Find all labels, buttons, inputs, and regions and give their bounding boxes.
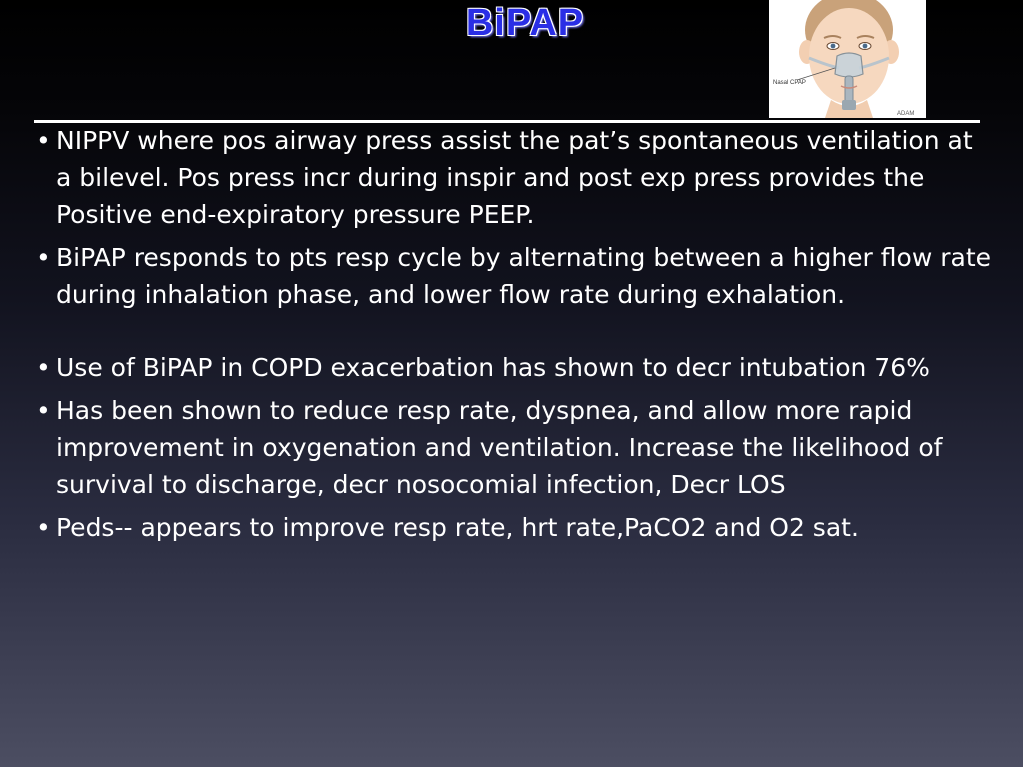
- bullet-item-resp-cycle: [36, 239, 994, 313]
- bullet-text: Use of BiPAP in COPD exacerbation has shown to decr intubation 76%: [56, 353, 930, 382]
- bullet-text: BiPAP responds to pts resp cycle by alternating between a higher flow rate during inhalation phase, and lower flow rate during exhalation.: [56, 243, 991, 309]
- slide-title: BiPAP: [465, 2, 585, 44]
- illustration-credit: ADAM: [897, 111, 915, 117]
- bullet-text: Peds-- appears to improve resp rate, hrt rate,PaCO2 and O2 sat.: [56, 513, 859, 542]
- bullet-icon: •: [36, 353, 51, 382]
- bullet-item-copd: [36, 349, 994, 386]
- bullet-text: Has been shown to reduce resp rate, dyspnea, and allow more rapid improvement in oxygenation and ventilation. Increase the likelihood of survival to discharge, decr nosocomial infection, Decr LOS: [56, 396, 943, 499]
- bullet-text: NIPPV where pos airway press assist the pat’s spontaneous ventilation at a bilevel. Pos press incr during inspir and post exp press provides the Positive end-expiratory pressure PEEP.: [56, 126, 973, 229]
- bullet-item-outcomes: [36, 392, 994, 503]
- bullet-icon: •: [36, 126, 51, 155]
- bullet-item-peds: [36, 509, 994, 546]
- bullet-item-nippv: [36, 122, 994, 233]
- bullet-icon: •: [36, 513, 51, 542]
- bullet-list: [36, 122, 994, 552]
- nasal-cpap-illustration: [769, 0, 926, 118]
- illustration-label: Nasal CPAP: [773, 80, 806, 86]
- bullet-icon: •: [36, 243, 51, 272]
- bullet-icon: •: [36, 396, 51, 425]
- child-face-drawing: [769, 0, 926, 118]
